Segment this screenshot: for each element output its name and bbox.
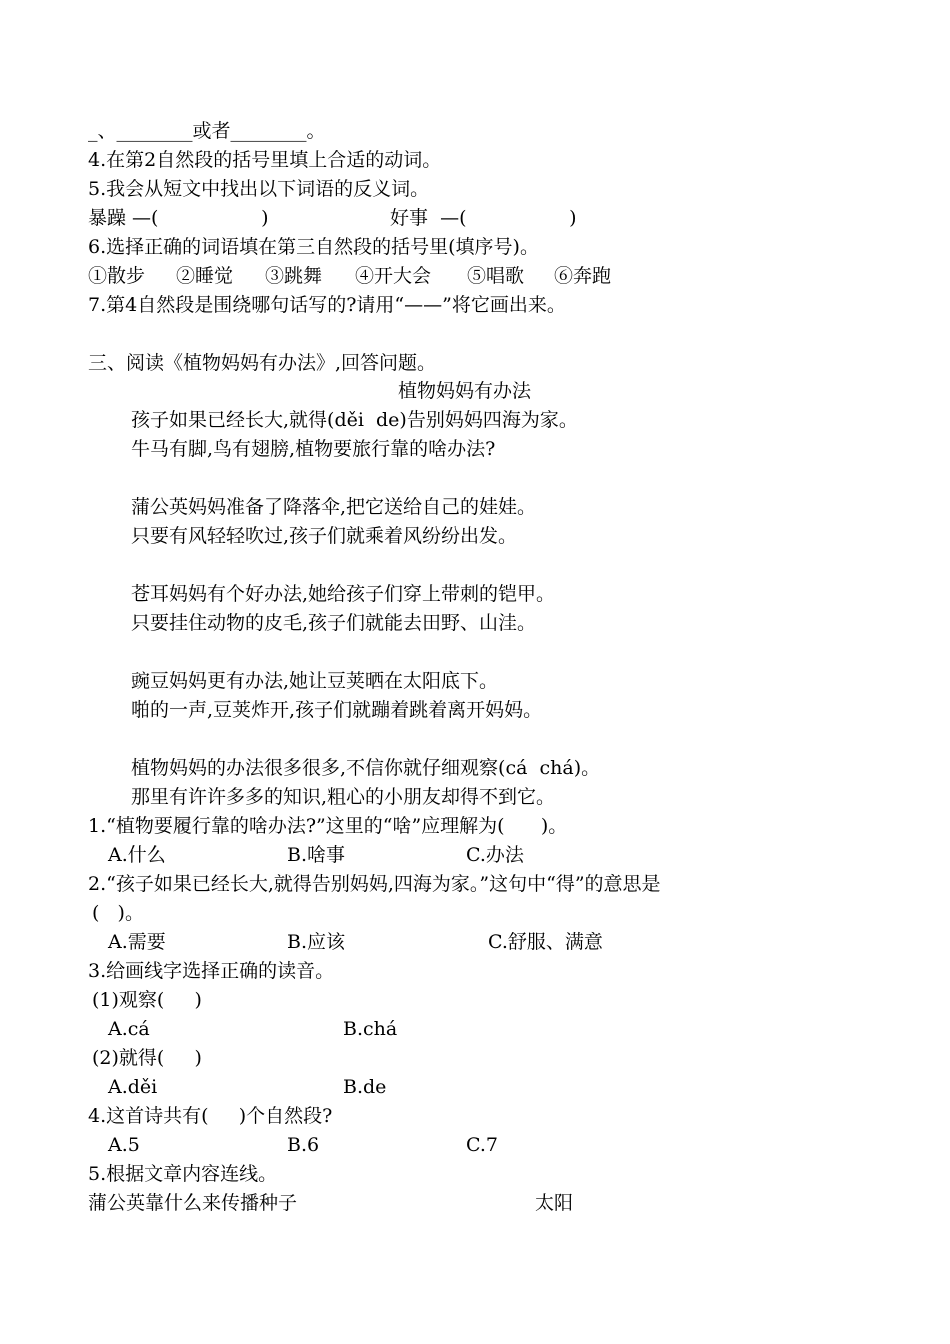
- question-6: 6.选择正确的词语填在第三自然段的括号里(填序号)。: [88, 236, 539, 258]
- choice-b: B.6: [287, 1134, 320, 1156]
- choice-a: A.cá: [108, 1018, 150, 1040]
- option-6: ⑥奔跑: [554, 265, 612, 287]
- sub-question-1: (1)观察( ): [92, 989, 202, 1011]
- reading-question-1: 1.“植物要履行靠的啥办法?”这里的“啥”应理解为( )。: [88, 815, 568, 837]
- reading-question-4: 4.这首诗共有( )个自然段?: [88, 1105, 333, 1127]
- fill-blank-fragment: _、________或者________。: [88, 120, 326, 142]
- option-1: ①散步: [88, 265, 146, 287]
- option-2: ②睡觉: [176, 265, 234, 287]
- poem-line: 植物妈妈的办法很多很多,不信你就仔细观察(cá chá)。: [131, 757, 601, 779]
- poem-line: 牛马有脚,鸟有翅膀,植物要旅行靠的啥办法?: [131, 438, 496, 460]
- poem-line: 只要有风轻轻吹过,孩子们就乘着风纷纷出发。: [131, 525, 518, 547]
- poem-line: 那里有许许多多的知识,粗心的小朋友却得不到它。: [131, 786, 556, 808]
- antonym-pair-2: 好事 —( ): [390, 207, 577, 229]
- choice-a: A.什么: [108, 844, 166, 866]
- matching-right-item: 太阳: [535, 1192, 574, 1214]
- poem-line: 只要挂住动物的皮毛,孩子们就能去田野、山洼。: [131, 612, 537, 634]
- question-5: 5.我会从短文中找出以下词语的反义词。: [88, 178, 430, 200]
- choice-b: B.应该: [287, 931, 346, 953]
- choice-b: B.chá: [343, 1018, 398, 1040]
- choice-c: C.7: [466, 1134, 498, 1156]
- matching-left-item: 蒲公英靠什么来传播种子: [88, 1192, 298, 1214]
- choice-b: B.啥事: [287, 844, 346, 866]
- reading-question-5: 5.根据文章内容连线。: [88, 1163, 278, 1185]
- poem-line: 啪的一声,豆荚炸开,孩子们就蹦着跳着离开妈妈。: [131, 699, 543, 721]
- poem-line: 孩子如果已经长大,就得(děi de)告别妈妈四海为家。: [131, 409, 578, 431]
- choice-c: C.办法: [466, 844, 524, 866]
- option-5: ⑤唱歌: [467, 265, 525, 287]
- question-4: 4.在第2自然段的括号里填上合适的动词。: [88, 149, 442, 171]
- choice-a: A.需要: [108, 931, 166, 953]
- antonym-pair-1: 暴躁 —( ): [88, 207, 269, 229]
- choice-c: C.舒服、满意: [488, 931, 603, 953]
- reading-question-2: 2.“孩子如果已经长大,就得告别妈妈,四海为家。”这句中“得”的意思是: [88, 873, 661, 895]
- reading-question-3: 3.给画线字选择正确的读音。: [88, 960, 335, 982]
- choice-a: A.děi: [108, 1076, 158, 1098]
- poem-line: 苍耳妈妈有个好办法,她给孩子们穿上带刺的铠甲。: [131, 583, 556, 605]
- option-3: ③跳舞: [265, 265, 323, 287]
- poem-title: 植物妈妈有办法: [398, 380, 532, 402]
- question-7: 7.第4自然段是围绕哪句话写的?请用“——”将它画出来。: [88, 294, 566, 316]
- sub-question-2: (2)就得( ): [92, 1047, 202, 1069]
- reading-question-2-cont: ( )。: [92, 902, 144, 924]
- section-heading: 三、阅读《植物妈妈有办法》,回答问题。: [88, 352, 437, 374]
- choice-a: A.5: [108, 1134, 140, 1156]
- choice-b: B.de: [343, 1076, 387, 1098]
- poem-line: 豌豆妈妈更有办法,她让豆荚晒在太阳底下。: [131, 670, 499, 692]
- option-4: ④开大会: [355, 265, 432, 287]
- poem-line: 蒲公英妈妈准备了降落伞,把它送给自己的娃娃。: [131, 496, 537, 518]
